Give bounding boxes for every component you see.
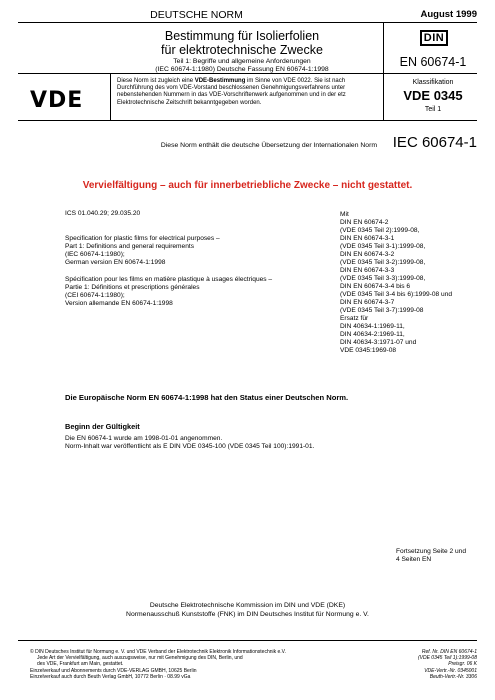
english-title-line: Specification for plastic films for electrical purposes – xyxy=(65,235,220,242)
vde-logo: VDE xyxy=(30,88,84,113)
copyright-line: des VDE, Frankfurt am Main, gestattet. xyxy=(37,661,124,668)
validity-line: Die EN 60674-1 wurde am 1998-01-01 angenommen. xyxy=(65,435,223,442)
vde-notice-bold: VDE-Bestimmung xyxy=(194,78,246,84)
english-title-line: German version EN 60674-1:1998 xyxy=(65,259,166,266)
replacement-line: Mit xyxy=(340,211,349,218)
english-title xyxy=(65,235,325,267)
replacement-line: (VDE 0345 Teil 3-1):1999-08, xyxy=(340,243,426,250)
replacement-line: Ersatz für xyxy=(340,315,369,322)
french-title-line: Version allemande EN 60674-1:1998 xyxy=(65,300,173,307)
ics-code: ICS 01.040.29; 29.035.20 xyxy=(65,210,141,217)
replacement-line: DIN 40634-1:1969-11, xyxy=(340,323,405,330)
copyright-line: Einzelverkauf auch durch Beuth Verlag GmbH, 10772 Berlin · 08.99 vGa xyxy=(30,673,191,680)
replacement-line: DIN EN 60674-3-3 xyxy=(340,267,395,274)
replacement-line: DIN 40634-3:1971-07 und xyxy=(340,339,417,346)
din-logo: DIN xyxy=(420,30,448,46)
replacement-line: (VDE 0345 Teil 2):1999-08, xyxy=(340,227,420,234)
replacement-line: DIN EN 60674-3-1 xyxy=(340,235,395,242)
french-title xyxy=(65,276,325,308)
document-subtitle xyxy=(112,58,372,74)
norm-type: DEUTSCHE NORM xyxy=(150,9,243,21)
reference-line: Preisgr. 06 K xyxy=(448,661,477,668)
reference-line: Ref. Nr. DIN EN 60674-1 xyxy=(421,649,477,655)
replacement-line: DIN EN 60674-3-4 bis 6 xyxy=(340,283,411,290)
replacement-line: (VDE 0345 Teil 3-4 bis 6):1999-08 und xyxy=(340,291,453,298)
reference-line: VDE-Vertr.-Nr. 0345001 xyxy=(424,667,477,674)
copyright-line: © DIN Deutsches Institut für Normung e. V. und VDE Verband der Elektrotechnik Elektronik Informationstechnik e.V. xyxy=(30,649,286,655)
vde-notice xyxy=(117,78,382,107)
vde-rule xyxy=(18,120,477,121)
footer-rule xyxy=(18,640,477,641)
classification-label: Klassifikation xyxy=(412,79,454,86)
iec-statement: Diese Norm enthält die deutsche Übersetzung der Internationalen Norm xyxy=(160,142,377,149)
vde-divider xyxy=(110,73,111,120)
subtitle-line: Teil 1: Begriffe und allgemeine Anforderungen xyxy=(173,58,311,65)
left-column xyxy=(65,210,325,316)
iec-number: IEC 60674-1 xyxy=(392,134,477,151)
validity-body xyxy=(65,435,485,451)
replacement-line: (VDE 0345 Teil 3-7):1999-08 xyxy=(340,307,424,314)
replacement-line: (VDE 0345 Teil 3-2):1999-08, xyxy=(340,259,426,266)
status-statement: Die Europäische Norm EN 60674-1:1998 hat den Status einer Deutschen Norm. xyxy=(65,393,349,402)
classification-value: VDE 0345 xyxy=(403,88,463,103)
classification-part: Teil 1 xyxy=(424,106,442,113)
continuation-line: Fortsetzung Seite 2 und xyxy=(396,548,467,555)
english-title-line: Part 1: Definitions and general requirements xyxy=(65,243,195,250)
committee-line: Normenausschuß Kunststoffe (FNK) im DIN Deutsches Institut für Normung e. V. xyxy=(126,610,369,618)
issue-date: August 1999 xyxy=(420,9,477,20)
validity-line: Norm-Inhalt war veröffentlicht als E DIN VDE 0345-100 (VDE 0345 Teil 100):1991-01. xyxy=(65,443,315,451)
header-rule xyxy=(18,22,477,23)
vde-notice-prefix: Diese Norm ist zugleich eine xyxy=(117,78,195,84)
continuation-line: 4 Seiten EN xyxy=(396,556,432,564)
committee-line: Deutsche Elektrotechnische Kommission im DIN und VDE (DKE) xyxy=(149,602,346,609)
replacement-line: DIN EN 60674-3-7 xyxy=(340,299,395,306)
replacement-line: (VDE 0345 Teil 3-3):1999-08, xyxy=(340,275,426,282)
copyright-notice xyxy=(30,649,390,680)
reference-line: Beuth-Vertr.-Nr. 3306 xyxy=(429,673,477,680)
copyright-line: Jede Art der Vervielfältigung, auch auszugsweise, nur mit Genehmigung des DIN, Berlin, und xyxy=(37,655,243,662)
document-title xyxy=(112,29,372,57)
french-title-line: Partie 1: Définitions et prescriptions générales xyxy=(65,284,200,291)
replacement-list xyxy=(340,211,490,355)
standard-number: EN 60674-1 xyxy=(399,55,467,69)
copyright-line: Einzelverkauf und Abonnements durch VDE-VERLAG GMBH, 10625 Berlin xyxy=(30,667,197,674)
reference-numbers xyxy=(418,649,477,680)
title-line: Bestimmung für Isolierfolien xyxy=(164,29,320,43)
validity-heading: Beginn der Gültigkeit xyxy=(65,422,140,431)
english-title-line: (IEC 60674-1:1980); xyxy=(65,251,125,258)
replacement-line: DIN EN 60674-2 xyxy=(340,219,389,226)
continuation-note xyxy=(396,548,466,564)
copy-warning: Vervielfältigung – auch für innerbetriebliche Zwecke – nicht gestattet. xyxy=(82,180,413,191)
committee-credit xyxy=(0,602,495,619)
reference-line: (VDE 0345 Teil 1):1999-08 xyxy=(417,655,477,662)
french-title-line: (CEI 60674-1:1980); xyxy=(65,292,125,299)
replacement-line: DIN 40634-2:1969-11, xyxy=(340,331,405,338)
title-line: für elektrotechnische Zwecke xyxy=(161,43,323,57)
vde-notice-rest: im Sinne von VDE 0022. Sie ist nach Durchführung des vom VDE-Vorstand beschlossenen Genehmigungsverfahrens unter nebenstehenden Nummern in das VDE-Vorschriftenwerk aufgenommen und in der etz Elektrotechnische Zeitschrift bekanntgegeben worden. xyxy=(117,78,346,106)
subtitle-line: (IEC 60674-1:1980) Deutsche Fassung EN 60674-1:1998 xyxy=(155,66,329,73)
replacement-line: VDE 0345:1969-08 xyxy=(340,347,397,354)
french-title-line: Spécification pour les films en matière plastique à usages électriques – xyxy=(65,276,273,283)
replacement-line: DIN EN 60674-3-2 xyxy=(340,251,395,258)
